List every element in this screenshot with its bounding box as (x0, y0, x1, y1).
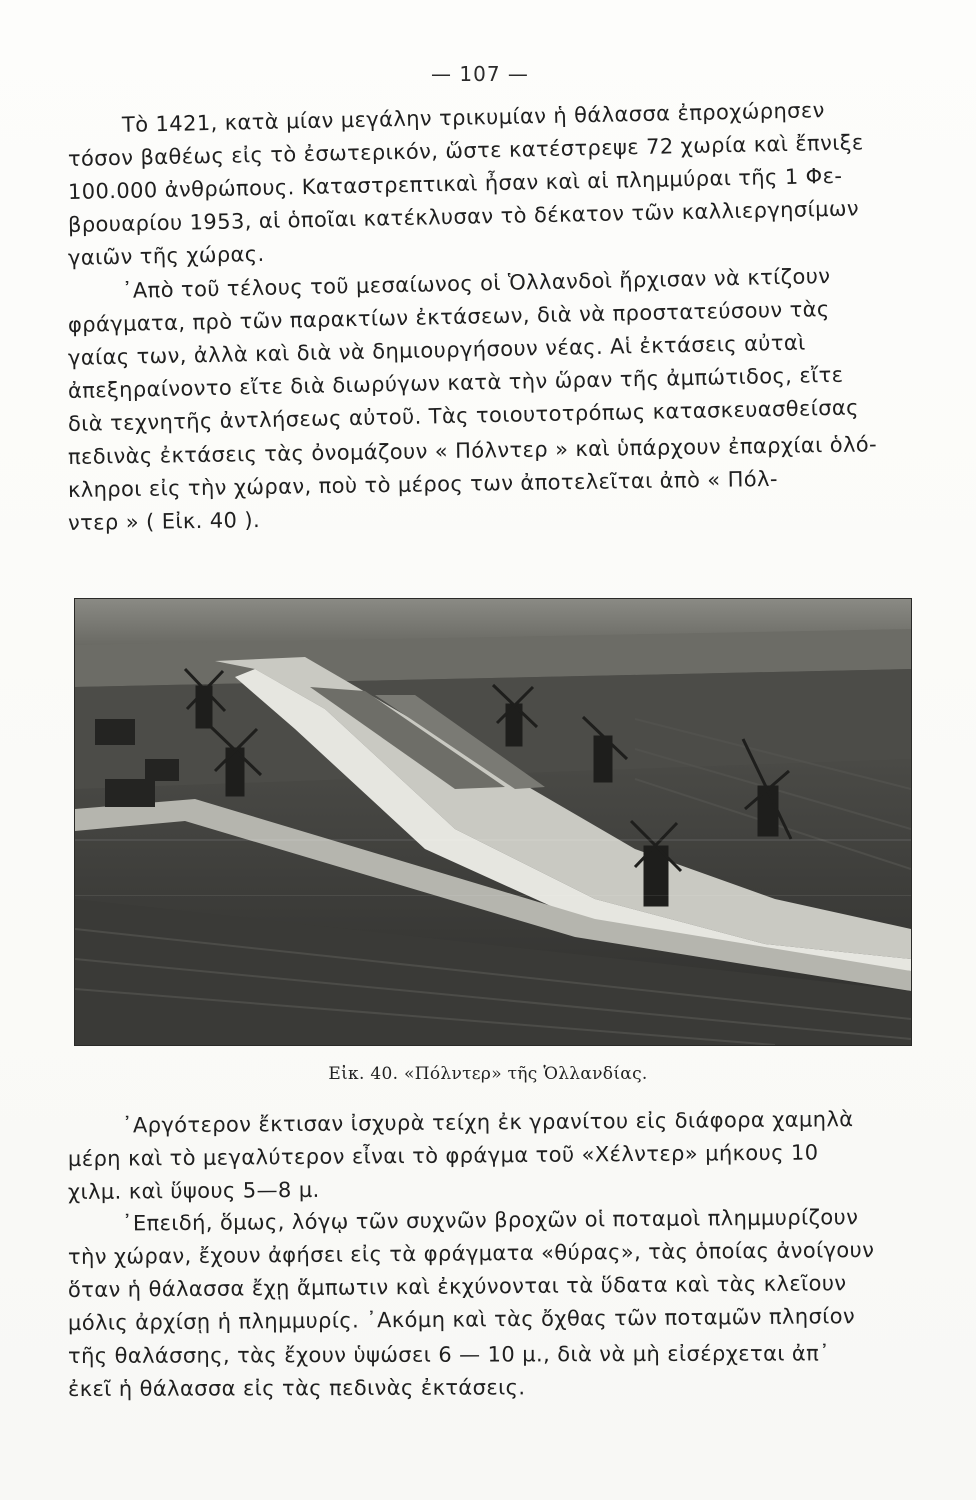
page-number: — 107 — (431, 62, 529, 86)
text-line: διὰ τεχνητῆς ἀντλήσεως αὐτοῦ. Τὰς τοιουτοτρόπως κατασκευασθείσας (67, 395, 860, 436)
text-line: τὴν χώραν, ἔχουν ἀφήσει εἰς τὰ φράγματα «θύρας», τὰς ὁποίας ἀνοίγουν (67, 1237, 875, 1269)
text-line: χιλμ. καὶ ὕψους 5—8 μ. (67, 1177, 320, 1204)
text-line: ἀπεξηραίνοντο εἴτε διὰ διωρύγων κατὰ τὴν ὥραν τῆς ἀμπώτιδος, εἴτε (67, 362, 844, 403)
figure-caption: Εἰκ. 40. «Πόλντερ» τῆς Ὁλλανδίας. (328, 1064, 648, 1084)
text-line: κληροι εἰς τὴν χώραν, ποὺ τὸ μέρος των ἀποτελεῖται ἀπὸ « Πόλ- (67, 466, 779, 502)
windmill-polder-photo-icon (75, 599, 911, 1045)
polder-photo (74, 598, 912, 1046)
text-line: ὅταν ἡ θάλασσα ἔχῃ ἄμπωτιν καὶ ἐκχύνονται τὰ ὕδατα καὶ τὰς κλεῖουν (67, 1271, 847, 1302)
text-line: ᾿Αργότερον ἔκτισαν ἰσχυρὰ τείχη ἐκ γρανίτου εἰς διάφορα χαμηλὰ (121, 1107, 854, 1138)
text-line: μέρη καὶ τὸ μεγαλύτερον εἶναι τὸ φράγμα τοῦ «Χέλντερ» μήκους 10 (67, 1140, 819, 1171)
text-line: ᾿Επειδή, ὅμως, λόγῳ τῶν συχνῶν βροχῶν οἱ ποταμοὶ πλημμυρίζουν (121, 1205, 859, 1236)
text-line: ἐκεῖ ἡ θάλασσα εἰς τὰς πεδινὰς ἐκτάσεις. (67, 1375, 526, 1401)
text-line: 100.000 ἀνθρώπους. Καταστρεπτικαὶ ἦσαν καὶ αἱ πλημμύραι τῆς 1 Φε- (67, 163, 843, 204)
text-line: πεδινὰς ἐκτάσεις τὰς ὀνομάζουν « Πόλντερ » καὶ ὑπάρχουν ἐπαρχίαι ὁλό- (67, 432, 878, 469)
text-line: τόσον βαθέως εἰς τὸ ἐσωτερικόν, ὥστε κατέστρεψε 72 χωρία καὶ ἔπνιξε (67, 130, 864, 171)
text-line: ᾿Απὸ τοῦ τέλους τοῦ μεσαίωνος οἱ Ὁλλανδοὶ ἤρχισαν νὰ κτίζουν (121, 264, 831, 303)
text-line: βρουαρίου 1953, αἱ ὁποῖαι κατέκλυσαν τὸ δέκατον τῶν καλλιεργησίμων (67, 196, 860, 237)
text-line: γαίας των, ἀλλὰ καὶ διὰ νὰ δημιουργήσουν νέας. Αἱ ἐκτάσεις αὐταὶ (67, 330, 806, 370)
text-line: γαιῶν τῆς χώρας. (67, 241, 265, 270)
text-line: τῆς θαλάσσης, τὰς ἔχουν ὑψώσει 6 — 10 μ., διὰ νὰ μὴ εἰσέρχεται ἀπ᾿ (67, 1341, 831, 1368)
text-line: Τὸ 1421, κατὰ μίαν μεγάλην τρικυμίαν ἡ θάλασσα ἐπροχώρησεν (121, 98, 825, 137)
text-line: φράγματα, πρὸ τῶν παρακτίων ἐκτάσεων, διὰ νὰ προστατεύσουν τὰς (67, 297, 830, 337)
text-line: μόλις ἀρχίσῃ ἡ πλημμυρίς. ᾿Ακόμη καὶ τὰς ὄχθας τῶν ποταμῶν πλησίον (67, 1304, 856, 1335)
text-line: ντερ » ( Εἰκ. 40 ). (67, 507, 261, 535)
